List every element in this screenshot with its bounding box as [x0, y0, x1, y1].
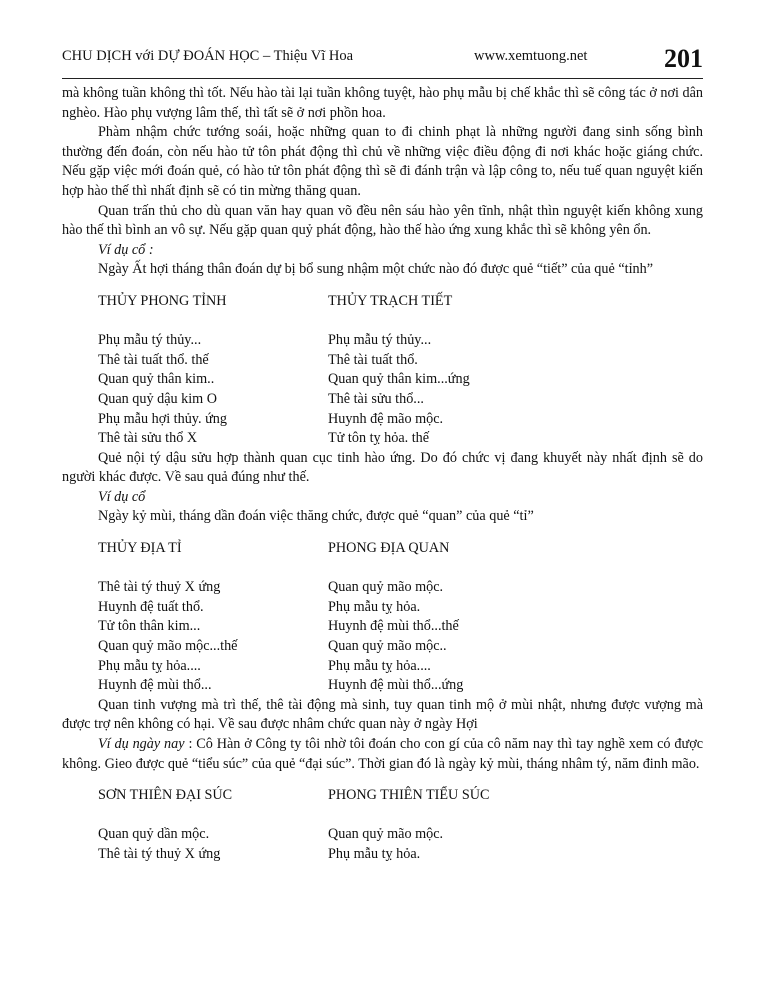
page-body [62, 84, 703, 865]
paragraph: Quan tinh vượng mà trì thế, thê tài động mà sinh, tuy quan tinh mộ ở mùi nhật, nhưng được vượng mà được trợ nên không có hại. Về sau được nhâm chức quan này ở ngày Hợi [62, 696, 703, 733]
cell-left: Thê tài tý thuỷ X ứng [98, 845, 221, 862]
cell-left: Quan quỷ dậu kim O [98, 390, 218, 407]
cell-right: Quan quỷ mão mộc.. [328, 638, 447, 655]
table-left-title: THỦY PHONG TỈNH [98, 292, 227, 309]
example-label: Ví dụ cổ [98, 488, 146, 505]
page-header [62, 44, 703, 79]
cell-right: Phụ mẫu tỵ hỏa. [328, 845, 421, 862]
paragraph: mà không tuần không thì tốt. Nếu hào tài lại tuần không tuyệt, hào phụ mẫu bị chế khắc thì sẽ công tác ở nơi dân nghèo. Hào phụ vượng lâm thế, thì tất sẽ ở nơi phồn hoa. [62, 85, 703, 121]
example-text: Ngày kỷ mùi, tháng dần đoán việc thăng chức, được quẻ “quan” của quẻ “tỉ” [98, 508, 534, 525]
paragraph: Quan trấn thủ cho dù quan văn hay quan võ đều nên sáu hào yên tĩnh, nhật thìn nguyệt kiến không xung hào thế thì bình an vô sự. Nếu gặp quan quỷ phát động, hào thế hào ứng xung khắc thì sẽ không yên ổn. [62, 202, 703, 239]
cell-right: Thê tài tuất thổ. [328, 351, 418, 368]
cell-right: Huynh đệ mão mộc. [328, 410, 444, 427]
table-row [62, 351, 703, 371]
table-left-title: SƠN THIÊN ĐẠI SÚC [98, 787, 233, 804]
table-right-title: PHONG ĐỊA QUAN [328, 540, 450, 557]
cell-left: Phụ mẫu tỵ hỏa.... [98, 657, 201, 674]
cell-left: Thê tài sửu thổ X [98, 430, 198, 447]
table-row [62, 578, 703, 598]
example-body: : Cô Hàn ở Công ty tôi nhờ tôi đoán cho con gí của cô năm nay thì tay nghề xem có được không. Gieo được quẻ “tiểu súc” của quẻ “đại súc”. Thời gian đó là ngày kỷ mùi, tháng nhâm tý, năm đinh mão. [62, 736, 703, 772]
table-row [62, 598, 703, 618]
cell-right: Quan quỷ mão mộc. [328, 579, 444, 596]
book-title: CHU DỊCH với DỰ ĐOÁN HỌC – Thiệu Vĩ Hoa [62, 48, 354, 64]
example-label: Ví dụ cổ : [98, 241, 154, 258]
table-row [62, 429, 703, 449]
cell-left: Phụ mẫu hợi thủy. ứng [98, 410, 227, 427]
table-row [62, 390, 703, 410]
table-row [62, 637, 703, 657]
cell-right: Phụ mẫu tý thủy... [328, 332, 432, 349]
cell-left: Huynh đệ mùi thổ... [98, 677, 212, 694]
example-label: Ví dụ ngày nay [98, 736, 185, 752]
paragraph: Phàm nhậm chức tướng soái, hoặc những quan to đi chinh phạt là những người đang sinh sống bình thường đến đoán, còn nếu hào tử tôn phát động thì chủ về những việc điều động đi nơi khác hoặc giáng chức. Nếu gặp việc mới đoán quẻ, có hào tử tôn phát động thì sẽ đi đánh trận và lập công to, nếu tuế quan nguyệt kiến hợp hào thế thì nhất định sẽ có tin mừng thăng quan. [62, 124, 703, 199]
hexagram-table-3 [62, 786, 703, 864]
cell-right: Quan quỷ mão mộc. [328, 826, 444, 843]
cell-left: Phụ mẫu tý thủy... [98, 332, 202, 349]
table-right-title: PHONG THIÊN TIỂU SÚC [328, 787, 490, 804]
cell-right: Phụ mẫu tỵ hỏa. [328, 598, 421, 615]
table-row [62, 370, 703, 390]
cell-right: Thê tài sửu thổ... [328, 390, 424, 407]
cell-left: Huynh đệ tuất thổ. [98, 598, 204, 615]
table-row [62, 676, 703, 696]
table-row [62, 657, 703, 677]
table-left-title: THỦY ĐỊA TỈ [98, 540, 182, 557]
cell-left: Quan quỷ mão mộc...thế [98, 638, 238, 655]
table-row [62, 617, 703, 637]
hexagram-table-2 [62, 539, 703, 696]
cell-right: Huynh đệ mùi thổ...thế [328, 618, 459, 635]
page-number: 201 [664, 44, 703, 73]
cell-left: Quan quỷ dần mộc. [98, 826, 210, 843]
cell-left: Tử tôn thân kim... [98, 618, 201, 635]
cell-left: Thê tài tuất thổ. thế [98, 351, 209, 368]
cell-left: Quan quỷ thân kim.. [98, 371, 215, 388]
table-right-title: THỦY TRẠCH TIẾT [328, 292, 453, 309]
hexagram-table-1 [62, 292, 703, 449]
table-row [62, 331, 703, 351]
cell-right: Phụ mẫu tỵ hỏa.... [328, 657, 431, 674]
table-row [62, 845, 703, 865]
paragraph: Quẻ nội tý dậu sửu hợp thành quan cục tinh hào ứng. Do đó chức vị đang khuyết này nhất định sẽ do người khác được. Về sau quả đúng như thế. [62, 449, 703, 486]
cell-right: Huynh đệ mùi thổ...ứng [328, 677, 464, 694]
cell-right: Quan quỷ thân kim...ứng [328, 371, 470, 388]
example-text [62, 735, 703, 774]
cell-right: Tử tôn tỵ hỏa. thế [328, 430, 430, 447]
example-text: Ngày Ất hợi tháng thân đoán dự bị bổ sung nhậm một chức nào đó được quẻ “tiết” của quẻ “tỉnh” [98, 261, 653, 278]
cell-left: Thê tài tý thuỷ X ứng [98, 579, 221, 596]
table-row [62, 825, 703, 845]
table-row [62, 410, 703, 430]
website-link[interactable]: www.xemtuong.net [474, 48, 588, 64]
